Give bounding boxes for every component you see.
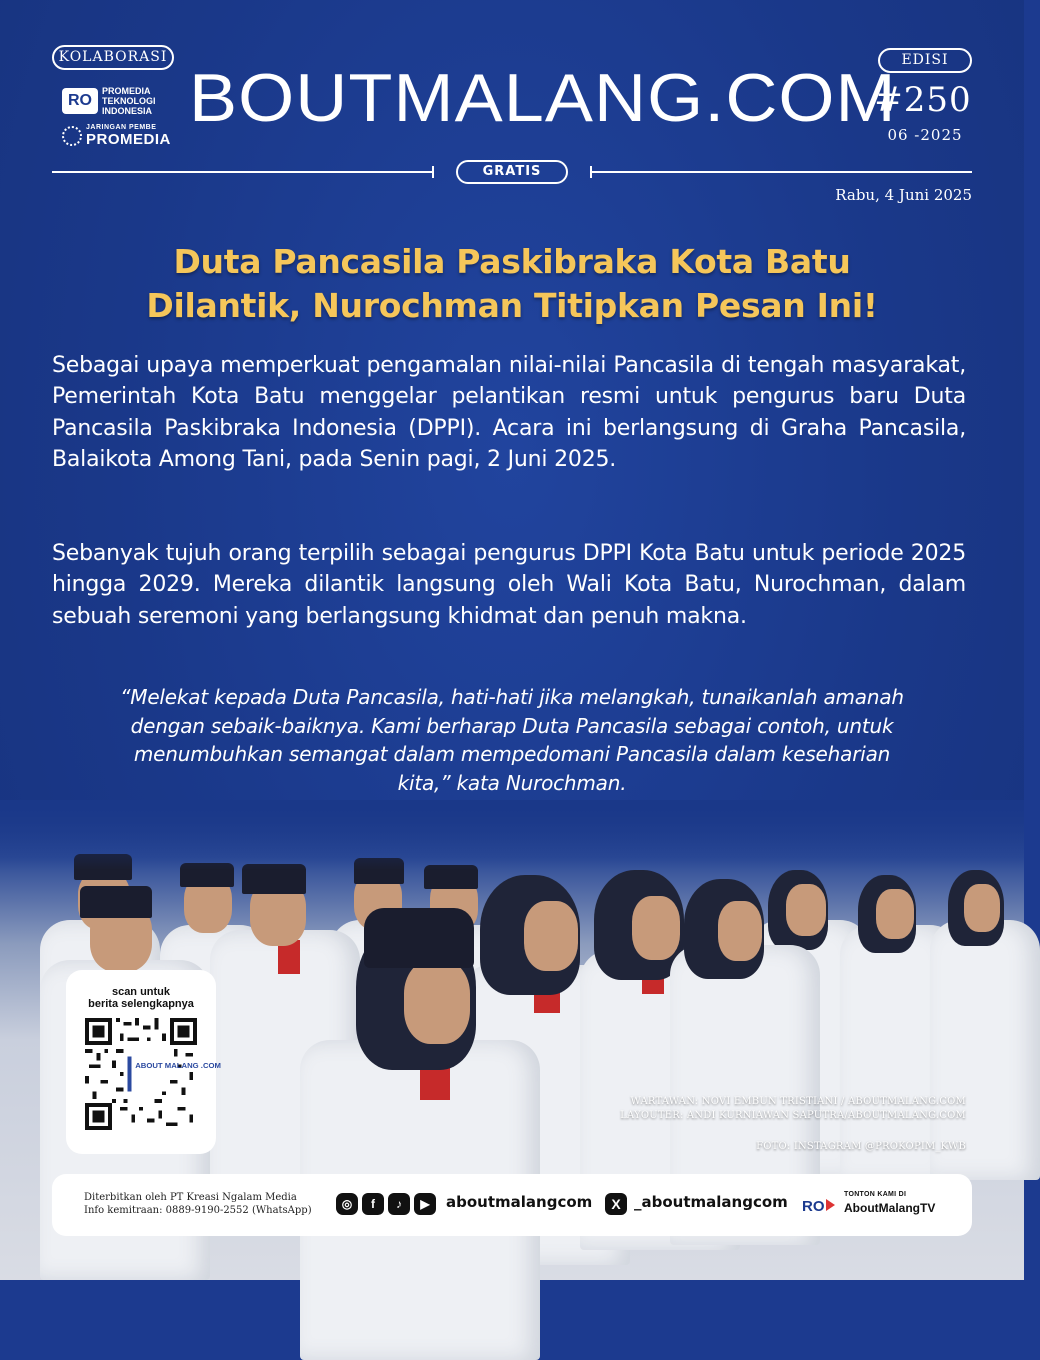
publisher-info: Diterbitkan oleh PT Kreasi Ngalam Media Info kemitraan: 0889-9190-2552 (WhatsApp) [84, 1192, 312, 1216]
article-paragraph-2: Sebanyak tujuh orang terpilih sebagai pengurus DPPI Kota Batu untuk periode 2025 hingga 2029. Mereka dilantik langsung oleh Wali Kota Batu, Nurochman, dalam sebuah seremoni yang berlangsung khidmat dan penuh makna. [52, 541, 966, 629]
facebook-icon[interactable]: f [362, 1193, 384, 1215]
qr-logo-text: ABOUT MALANG .COM [135, 1061, 221, 1071]
svg-text:RO: RO [802, 1198, 825, 1215]
headline-line-1: Duta Pancasila Paskibraka Kota Batu [173, 242, 851, 281]
article-paragraph-1: Sebagai upaya memperkuat pengamalan nilai-nilai Pancasila di tengah masyarakat, Pemerintah Kota Batu menggelar pelantikan resmi untuk pengurus baru Duta Pancasila Paskibraka Indonesia (DPPI). Acara ini berlangsung di Graha Pancasila, Balaikota Among Tani, pada Senin pagi, 2 Juni 2025. [52, 353, 966, 472]
header-rule-right [590, 171, 972, 173]
collab-pill: KOLABORASI [52, 45, 174, 70]
photo-fade [0, 800, 1024, 870]
tiktok-icon[interactable]: ♪ [388, 1193, 410, 1215]
masthead-logo [189, 38, 897, 138]
price-pill: GRATIS [456, 160, 568, 184]
article-headline [60, 240, 964, 328]
edition-pill: EDISI [878, 48, 972, 73]
social-icons [336, 1193, 436, 1215]
headline-line-2: Dilantik, Nurochman Titipkan Pesan Ini! [146, 286, 878, 325]
ro-logo-text: PROMEDIA TEKNOLOGI INDONESIA [102, 86, 156, 116]
publication-date: Rabu, 4 Juni 2025 [835, 186, 972, 204]
layouter-credit: LAYOUTER: ANDI KURNIAWAN SAPUTRA/ABOUTMALANG.COM [620, 1110, 966, 1121]
ro-logo-mark: RO [62, 88, 98, 114]
rule-tick-right [590, 166, 592, 178]
promedia-dots-icon [62, 126, 82, 146]
qr-code-icon[interactable] [85, 1018, 221, 1130]
article-quote: “Melekat kepada Duta Pancasila, hati-hati jika melangkah, tunaikanlah amanah dengan sebaik-baiknya. Kami berharap Duta Pancasila sebagai contoh, untuk menumbuhkan semangat dalam mempedomani Pancasila dalam keseharian kita,” kata Nurochman. [120, 685, 904, 796]
reporter-credit: WARTAWAN: NOVI EMBUN TRISTIANI / ABOUTMALANG.COM [630, 1096, 966, 1107]
masthead-title: BOUTMALANG.COM [189, 60, 897, 136]
footer-bar [52, 1174, 972, 1236]
instagram-icon[interactable]: ◎ [336, 1193, 358, 1215]
header-rule-left [52, 171, 434, 173]
youtube-icon[interactable]: ▶ [414, 1193, 436, 1215]
issue-number: #250 [874, 80, 972, 120]
x-twitter-icon[interactable]: X [605, 1193, 627, 1215]
tv-watch-label: TONTON KAMI DI [844, 1191, 907, 1198]
promedia-logo-text: JARINGAN PEMBE PROMEDIA [86, 124, 171, 148]
tv-logo-icon [802, 1195, 836, 1215]
social-handle-main[interactable]: aboutmalangcom [446, 1193, 593, 1211]
qr-card[interactable] [66, 970, 221, 1154]
social-handle-x[interactable]: _aboutmalangcom [634, 1193, 788, 1211]
rule-tick-left [432, 166, 434, 178]
qr-title: scan untuk berita selengkapnya [88, 986, 194, 1010]
promedia-network-logo [62, 124, 171, 148]
promedia-teknologi-logo [62, 86, 156, 116]
issue-date: 06 -2025 [887, 126, 963, 144]
photo-credit: FOTO: INSTAGRAM @PROKOPIM_KWB [756, 1141, 966, 1152]
tv-channel-name[interactable]: AboutMalangTV [844, 1201, 936, 1215]
